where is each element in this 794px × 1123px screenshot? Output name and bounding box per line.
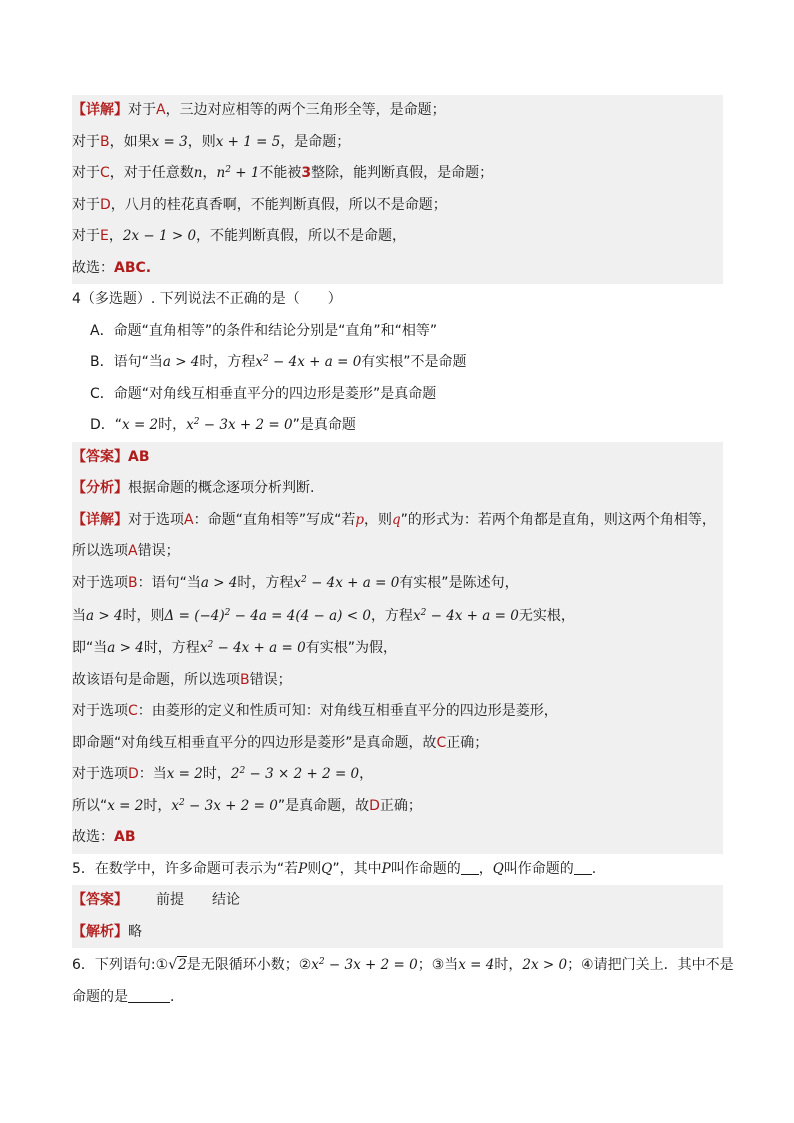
q3-detail-line-1: 【详解】对于A，三边对应相等的两个三角形全等，是命题； (72, 95, 723, 127)
q6-stem-line-1: 6．下列语句:①√2是无限循环小数；$②x^2 - 3x + 2 = 0$；③当x = 4时，2x > 0；④请把门关上．其中不是 (72, 957, 734, 973)
math-expr: x + 1 = 5 (215, 133, 281, 150)
answer-blank (574, 860, 592, 875)
q4-detail-5: 即“当a > 4时，方程$x^2 - 4x + a = 0$有实根”为假， (72, 633, 723, 665)
q4-detail-2: 所以选项A错误； (72, 536, 723, 568)
math-expr: 2x − 1 > 0 (122, 228, 197, 244)
q4-option-b: B．语句“当a > 4时，方程$x^2 - 4x + a = 0$有实根”不是命题 (90, 354, 467, 370)
q4-detail-10: 所以“x = 2时，$x^2 - 3x + 2 = 0$”是真命题，故D正确； (72, 791, 723, 823)
q4-answer: 【答案】AB (72, 442, 723, 474)
q5-analysis: 【解析】略 (72, 917, 723, 949)
q4-option-d: D．“x = 2时，$x^2 - 3x + 2 = 0$”是真命题 (90, 417, 356, 433)
sqrt-expr: √2 (168, 957, 187, 973)
answer-blank (128, 988, 170, 1003)
q4-final-answer: 故选：AB (72, 822, 723, 854)
q3-detail-line-2: 对于B，如果x = 3，则x + 1 = 5，是命题； (72, 127, 723, 159)
math-expr: x = 3 (151, 133, 188, 150)
q4-option-c: C．命题“对角线互相垂直平分的四边形是菱形”是真命题 (90, 385, 437, 402)
q4-detail-6: 故该语句是命题，所以选项B错误； (72, 665, 723, 697)
q3-detail-line-4: 对于D，八月的桂花真香啊，不能判断真假，所以不是命题； (72, 190, 723, 222)
q3-answer-line: 故选：ABC. (72, 253, 723, 285)
q6-stem-line-2: 命题的是 ． (72, 989, 184, 1005)
q4-detail-8: 即命题“对角线互相垂直平分的四边形是菱形”是真命题，故C正确； (72, 728, 723, 760)
q5-stem: 5．在数学中，许多命题可表示为“若P则Q”，其中P叫作命题的 ，Q叫作命题的 . (72, 860, 597, 877)
q3-detail-line-5: 对于E，2x − 1 > 0，不能判断真假，所以不是命题， (72, 221, 723, 253)
q3-detail-line-3: 对于C，对于任意数n，$n^2 + 1$不能被3整除，能判断真假，是命题； (72, 158, 723, 190)
q4-option-a: A．命题“直角相等”的条件和结论分别是“直角”和“相等” (90, 322, 438, 339)
detail-tag: 【详解】 (72, 102, 128, 118)
math-expr: $n^2 + 1$ (216, 165, 260, 181)
q5-answer: 【答案】 前提 结论 (72, 885, 723, 917)
answer-blank (461, 860, 479, 875)
q4-stem: 4（多选题）. 下列说法不正确的是（ ） (72, 291, 342, 307)
q4-detail-9: 对于选项D：当x = 2时，$2^2 - 3 \times 2 + 2 = 0$， (72, 759, 723, 791)
q4-detail-7: 对于选项C：由菱形的定义和性质可知：对角线互相垂直平分的四边形是菱形， (72, 696, 723, 728)
q4-analysis: 【分析】根据命题的概念逐项分析判断. (72, 473, 723, 505)
q4-detail-4: 当a > 4时，则$\Delta = (-4)^2 - 4a = 4(4 - a) < 0$，方程$x^2 - 4x + a = 0$无实根， (72, 599, 723, 633)
math-expr: n (193, 165, 203, 181)
q4-detail-3: 对于选项B：语句“当a > 4时，方程$x^2 - 4x + a = 0$有实根”是陈述句， (72, 568, 723, 600)
document-page (72, 95, 734, 1014)
q4-detail-1: 【详解】对于选项A：命题“直角相等”写成“若p，则q”的形式为：若两个角都是直角，则这两个角相等， (72, 505, 723, 537)
